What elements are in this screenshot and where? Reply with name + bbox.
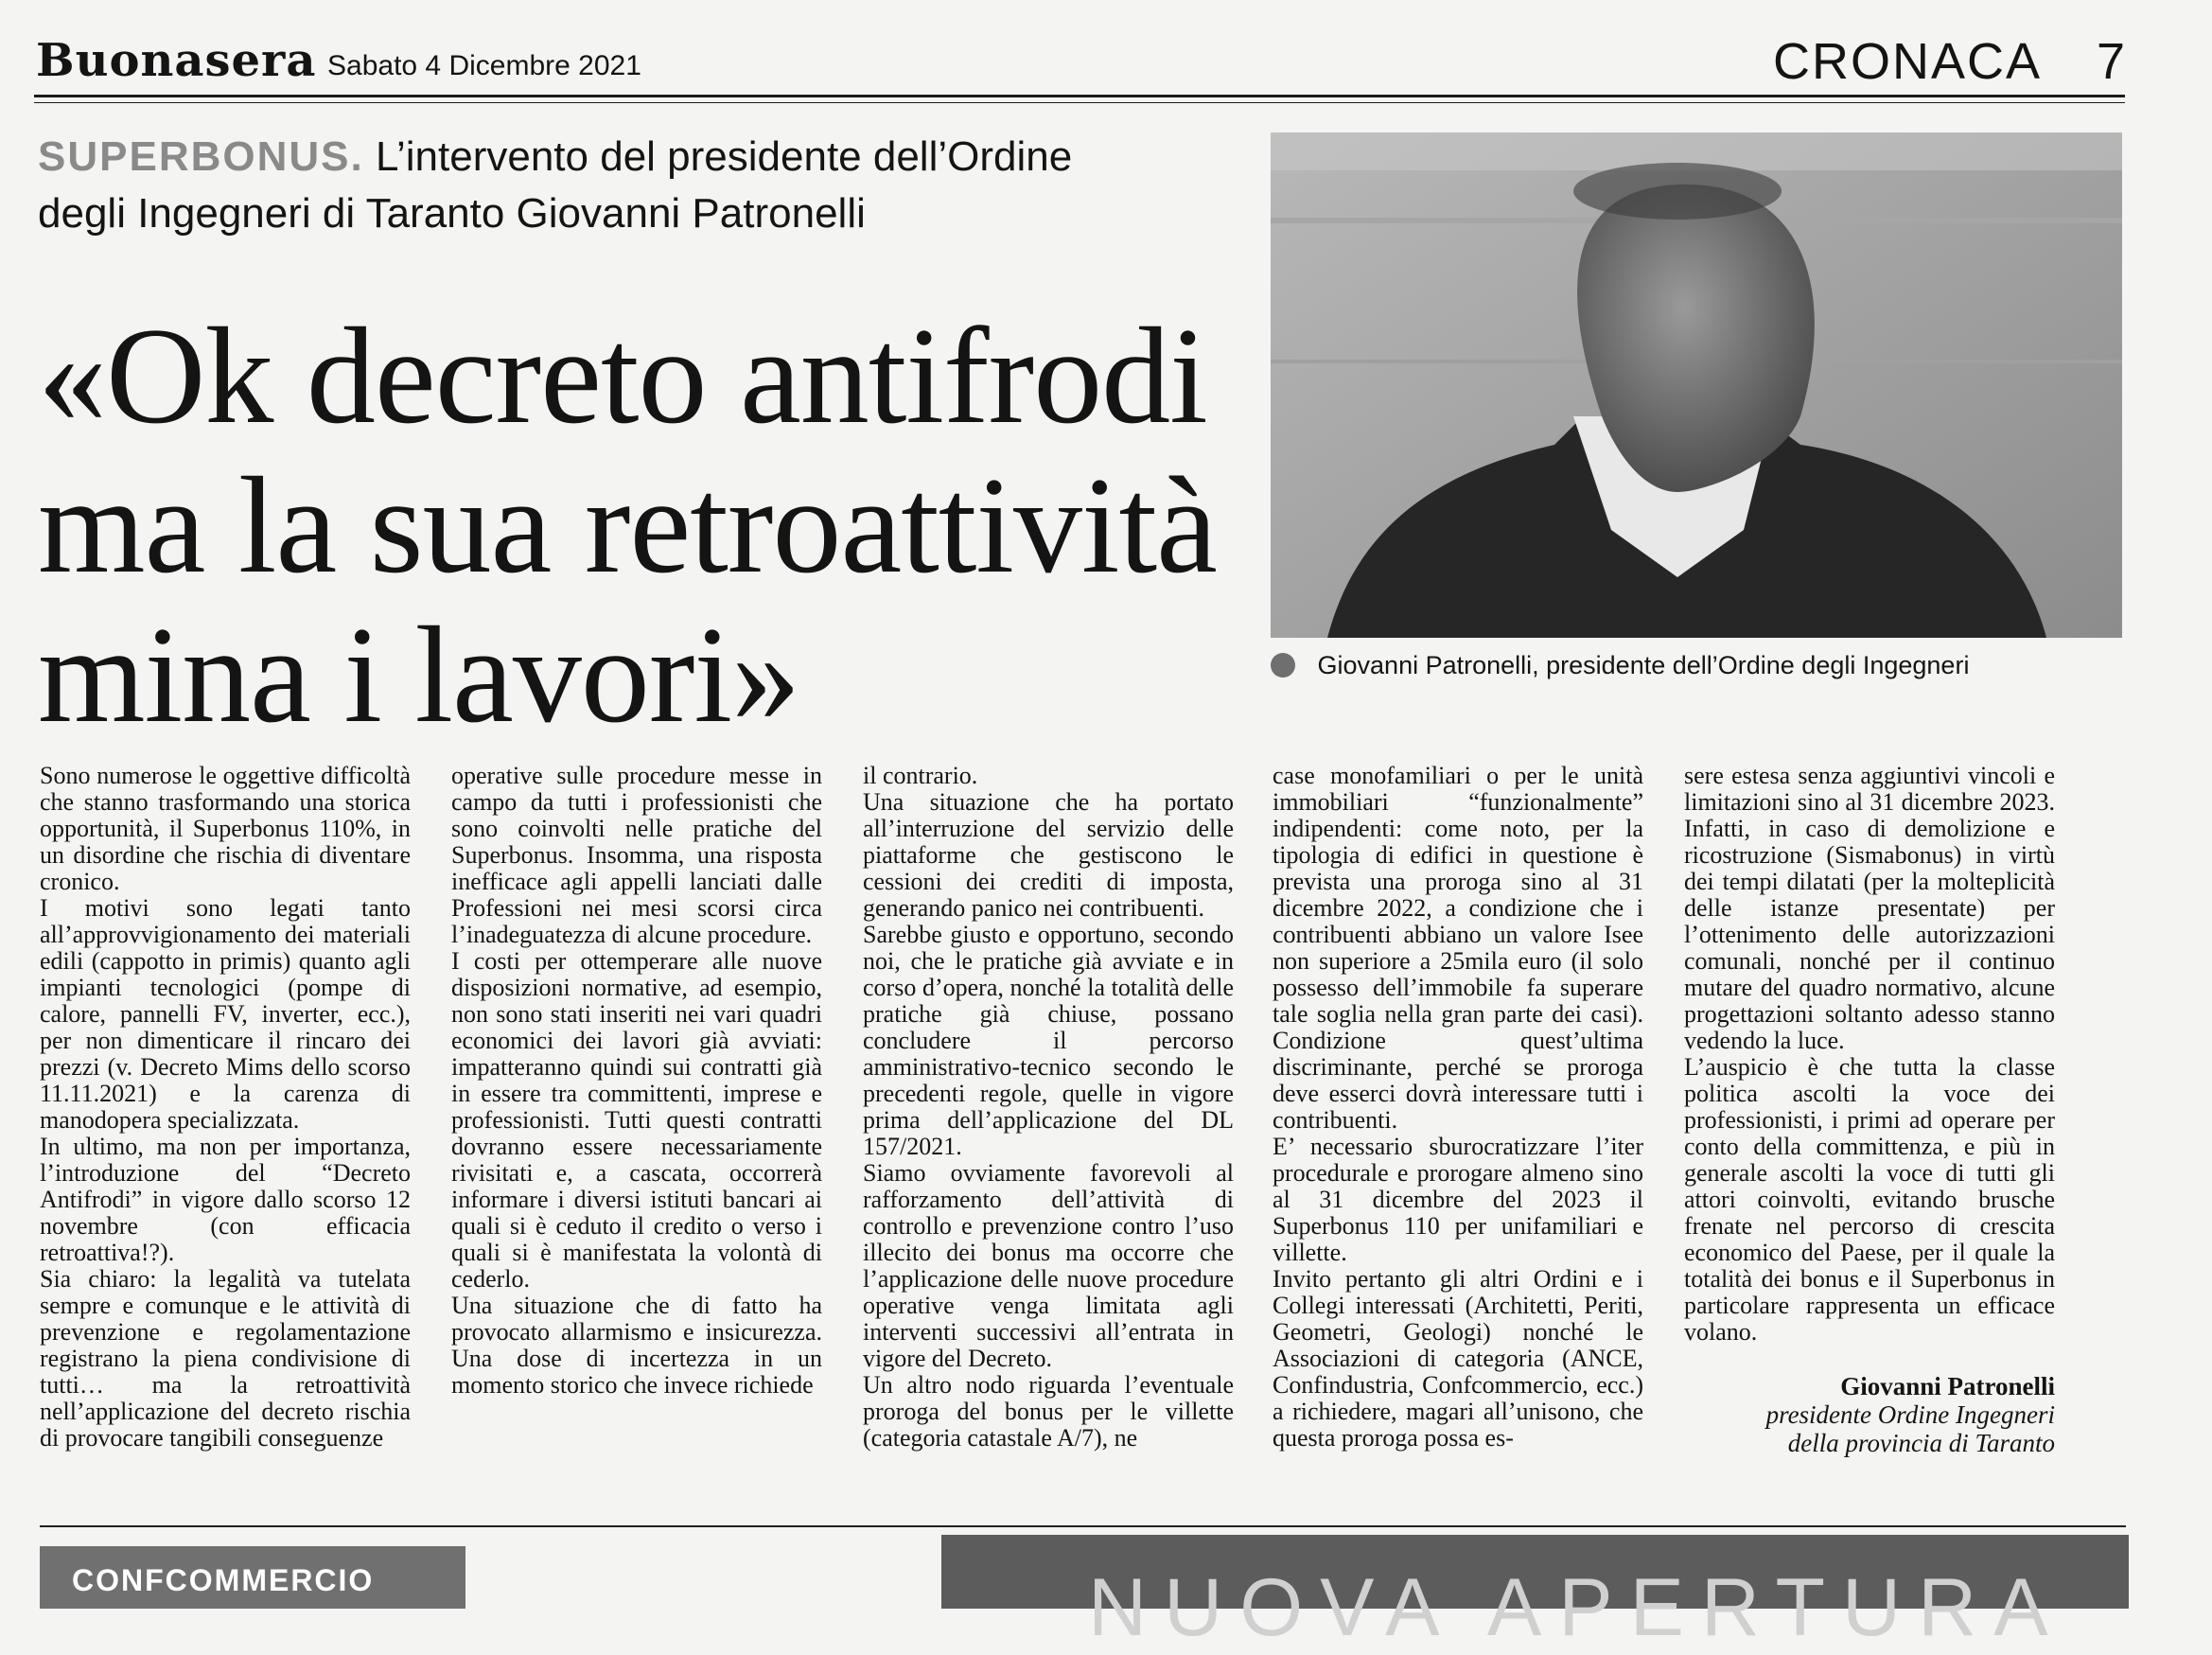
bullet-dot-icon — [1271, 653, 1295, 678]
masthead-rule-thin — [34, 102, 2125, 103]
paragraph: I costi per ottemperare alle nuove disposizioni normative, ad esempio, non sono stati inseriti nei vari quadri economici dei lavori già avviati: impatteranno quindi sui contratti già in essere tra committenti, imprese e professionisti. Tutti questi contratti dovranno essere necessariamente rivisitati e, a cascata, occorrerà informare i diversi istituti bancari ai quali si è ceduto il credito o verso i quali si è manifestata la volontà di cederlo. — [451, 947, 822, 1293]
headline-line-1: «Ok decreto antifrodi — [38, 299, 1207, 452]
paragraph: Siamo ovviamente favorevoli al rafforzamento dell’attività di controllo e prevenzione contro l’uso illecito dei bonus ma occorre che l’applicazione delle nuove procedure operative venga limitata agli interventi successivi all’entrata in vigore del Decreto. — [863, 1159, 1234, 1372]
author-signature — [1684, 1372, 2055, 1457]
paragraph: Un altro nodo riguarda l’eventuale proroga del bonus per le villette (categoria catastale A/7), ne — [863, 1371, 1234, 1452]
kicker-line-2: degli Ingegneri di Taranto Giovanni Patronelli — [38, 190, 866, 237]
headline-line-2: ma la sua retroattività — [38, 449, 1217, 602]
author-role-line-1: presidente Ordine Ingegneri — [1765, 1400, 2055, 1429]
paragraph: Sarebbe giusto e opportuno, secondo noi, che le pratiche già avviate e in corso d’opera, nonché la totalità delle pratiche già chiuse, possano concludere il percorso amministrativo-tecnico secondo le precedenti regole, quelle in vigore prima dell’applicazione del DL 157/2021. — [863, 921, 1234, 1160]
paragraph: In ultimo, ma non per importanza, l’introduzione del “Decreto Antifrodi” in vigore dallo scorso 12 novembre (con efficacia retroattiva!?). — [40, 1133, 411, 1266]
article-column-2 — [451, 763, 822, 1399]
paragraph: sere estesa senza aggiuntivi vincoli e limitazioni sino al 31 dicembre 2023. Infatti, in caso di demolizione e ricostruzione (Sismabonus) in virtù dei tempi dilatati (per la molteplicità delle istanze presentate) per l’ottenimento delle autorizzazioni comunali, nonché per il continuo mutare del quadro normativo, alcune progettazioni soltanto adesso stanno vedendo la luce. — [1684, 762, 2055, 1054]
kicker-keyword: SUPERBONUS. — [38, 133, 364, 180]
paragraph: Invito pertanto gli altri Ordini e i Collegi interessati (Architetti, Periti, Geometri, Geologi) nonché le Associazioni di categoria (ANCE, Confindustria, Confcommercio, ecc.) a richiedere, magari all’unisono, che questa proroga possa es- — [1273, 1265, 1643, 1452]
article-column-5 — [1684, 763, 2055, 1346]
portrait-photo — [1271, 132, 2122, 638]
paragraph: il contrario. — [863, 762, 978, 789]
bottom-rule — [40, 1525, 2126, 1527]
paragraph: I motivi sono legati tanto all’approvvigionamento dei materiali edili (cappotto in primis) quanto agli impianti tecnologici (pompe di calore, pannelli FV, inverter, ecc.), per non dimenticare il rincaro dei prezzi (v. Decreto Mims dello scorso 11.11.2021) e la carenza di manodopera specializzata. — [40, 894, 411, 1134]
caption-text: Giovanni Patronelli, presidente dell’Ordine degli Ingegneri — [1317, 651, 1970, 679]
paragraph: case monofamiliari o per le unità immobiliari “funzionalmente” indipendenti: come noto, per la tipologia di edifici in questione è prevista una proroga sino al 31 dicembre 2022, a condizione che i contribuenti abbiano un valore Isee non superiore a 25mila euro (il solo possesso dell’immobile fa superare tale soglia nella gran parte dei casi). Condizione quest’ultima discriminante, perché se proroga deve esserci dovrà interessare tutti i contribuenti. — [1273, 762, 1643, 1134]
masthead — [34, 21, 2125, 95]
paragraph: Una situazione che ha portato all’interruzione del servizio delle piattaforme che gestiscono le cessioni dei crediti di imposta, generando panico nei contribuenti. — [863, 788, 1234, 922]
author-name: Giovanni Patronelli — [1840, 1372, 2055, 1400]
newspaper-logo: Buonasera — [36, 34, 317, 87]
kicker-line-1: L’intervento del presidente dell’Ordine — [375, 133, 1073, 180]
advertisement-text: NUOVA APERTURA — [1088, 1562, 2065, 1653]
paragraph: E’ necessario sburocratizzare l’iter procedurale e prorogare almeno sino al 31 dicembre del 2023 il Superbonus 110 per unifamiliari e villette. — [1273, 1133, 1643, 1266]
paragraph: Sia chiaro: la legalità va tutelata sempre e comunque e le attività di prevenzione e regolamentazione registrano la piena condivisione di tutti… ma la retroattività nell’applicazione del decreto rischia di provocare tangibili conseguenze — [40, 1265, 411, 1452]
article-column-3 — [863, 763, 1234, 1452]
headline-line-3: mina i lavori» — [38, 598, 800, 751]
article-kicker — [38, 129, 1249, 242]
paragraph: Sono numerose le oggettive difficoltà che stanno trasformando una storica opportunità, il Superbonus 110%, in un disordine che rischia di diventare cronico. — [40, 762, 411, 895]
author-role-line-2: della provincia di Taranto — [1787, 1429, 2055, 1457]
section-name: CRONACA — [1772, 33, 2042, 90]
masthead-rule-thick — [34, 95, 2125, 97]
paragraph: operative sulle procedure messe in campo da tutti i professionisti che sono coinvolti nelle pratiche del Superbonus. Insomma, una risposta inefficace agli appelli lanciati dalle Professioni nei mesi scorsi circa l’inadeguatezza di alcune procedure. — [451, 762, 822, 948]
article-headline — [38, 301, 1268, 749]
article-column-1 — [40, 763, 411, 1452]
portrait-illustration — [1271, 132, 2122, 638]
article-column-4 — [1273, 763, 1643, 1452]
paragraph: L’auspicio è che tutta la classe politica ascolti la voce dei professionisti, i primi ad operare per conto della committenza, e più in generale ascolti la voce di tutti gli attori coinvolti, evitando brusche frenate nel percorso di crescita economico del Paese, per il quale la totalità dei bonus e il Superbonus in particolare rappresenta un efficace volano. — [1684, 1053, 2055, 1346]
photo-caption — [1271, 651, 2122, 680]
page-number: 7 — [2096, 33, 2125, 90]
paragraph: Una situazione che di fatto ha provocato allarmismo e insicurezza. Una dose di incertezza in un momento storico che invece richiede — [451, 1292, 822, 1399]
next-article-label: CONFCOMMERCIO — [72, 1563, 375, 1597]
publication-date: Sabato 4 Dicembre 2021 — [327, 50, 641, 81]
